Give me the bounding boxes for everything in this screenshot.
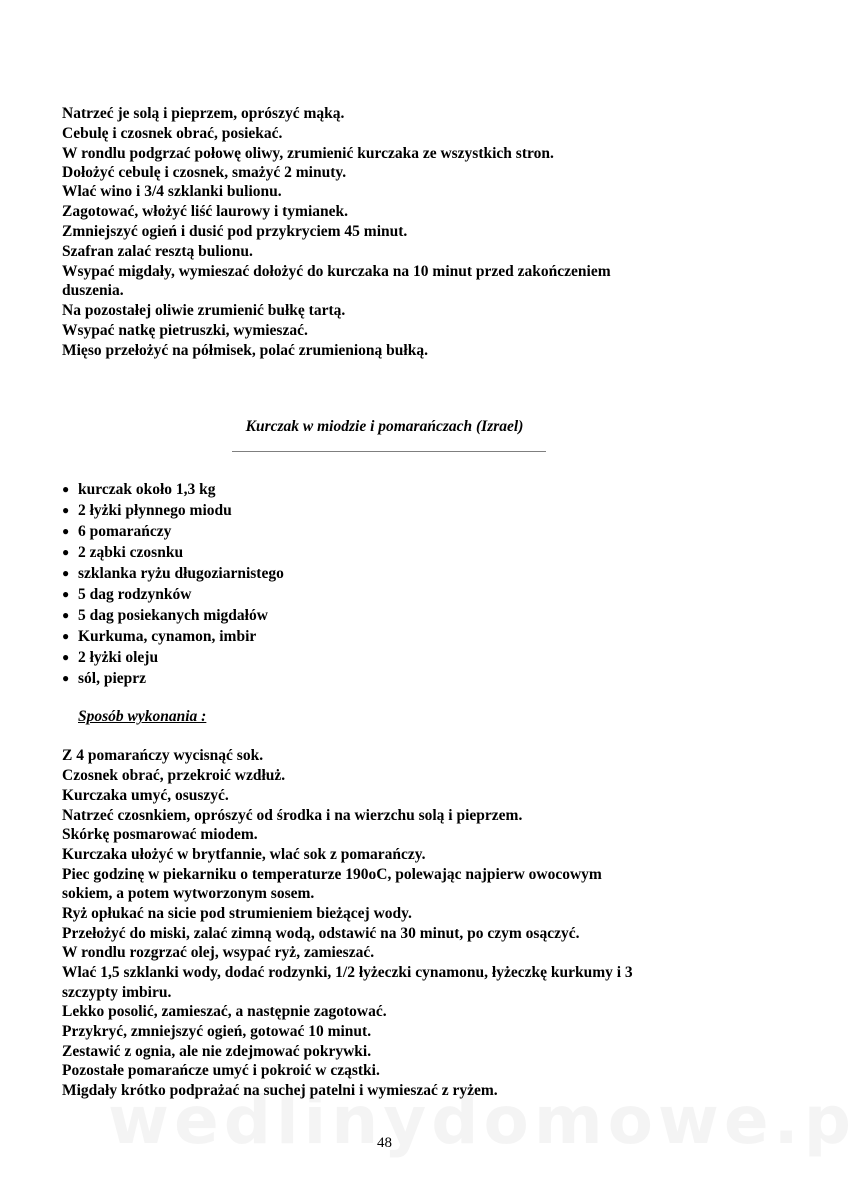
ingredient-text: sól, pieprz — [78, 670, 147, 687]
step-line: Zestawić z ognia, ale nie zdejmować pokrywki. — [62, 1043, 372, 1060]
step-line: Kurczaka umyć, osuszyć. — [62, 787, 229, 804]
bullet-icon: ● — [62, 650, 70, 664]
step-line: W rondlu rozgrzać olej, wsypać ryż, zamieszać. — [62, 944, 375, 961]
text-line: Szafran zalać resztą bulionu. — [62, 243, 253, 260]
bullet-icon: ● — [62, 566, 70, 580]
text-line: W rondlu podgrzać połowę oliwy, zrumienić kurczaka ze wszystkich stron. — [62, 145, 554, 162]
ingredient-item — [62, 647, 158, 668]
text-line: Wsypać natkę pietruszki, wymieszać. — [62, 322, 308, 339]
text-line: Na pozostałej oliwie zrumienić bułkę tartą. — [62, 302, 346, 319]
bullet-icon: ● — [62, 503, 70, 517]
step-line: Czosnek obrać, przekroić wzdłuż. — [62, 767, 286, 784]
ingredient-text: 2 łyżki oleju — [78, 649, 159, 666]
step-line: Ryż opłukać na sicie pod strumieniem bieżącej wody. — [62, 905, 412, 922]
ingredient-text: 5 dag posiekanych migdałów — [78, 607, 268, 624]
bullet-icon: ● — [62, 587, 70, 601]
bullet-icon: ● — [62, 482, 70, 496]
ingredient-text: 2 ząbki czosnku — [78, 544, 184, 561]
step-line: Z 4 pomarańczy wycisnąć sok. — [62, 747, 264, 764]
method-heading: Sposób wykonania : — [78, 708, 207, 725]
text-line: Wsypać migdały, wymieszać dołożyć do kurczaka na 10 minut przed zakończeniem — [62, 263, 611, 280]
ingredient-text: szklanka ryżu długoziarnistego — [78, 565, 284, 582]
step-line: Natrzeć czosnkiem, oprószyć od środka i na wierzchu solą i pieprzem. — [62, 807, 523, 824]
step-line: Skórkę posmarować miodem. — [62, 826, 258, 843]
bullet-icon: ● — [62, 524, 70, 538]
ingredient-item — [62, 500, 232, 521]
text-line: Cebulę i czosnek obrać, posiekać. — [62, 125, 283, 142]
ingredient-item — [62, 563, 284, 584]
ingredient-text: 5 dag rodzynków — [78, 586, 192, 603]
bullet-icon: ● — [62, 629, 70, 643]
ingredient-item — [62, 584, 191, 605]
recipe-title: Kurczak w miodzie i pomarańczach (Izrael) — [245, 418, 524, 435]
ingredient-item — [62, 542, 183, 563]
bullet-icon: ● — [62, 608, 70, 622]
step-line: Lekko posolić, zamieszać, a następnie zagotować. — [62, 1003, 387, 1020]
ingredient-item — [62, 626, 256, 647]
step-line: szczypty imbiru. — [62, 984, 172, 1001]
step-line: Pozostałe pomarańcze umyć i pokroić w cząstki. — [62, 1062, 380, 1079]
step-line: Przykryć, zmniejszyć ogień, gotować 10 minut. — [62, 1023, 372, 1040]
ingredient-item — [62, 605, 268, 626]
step-line: Migdały krótko podprażać na suchej patelni i wymieszać z ryżem. — [62, 1082, 498, 1099]
ingredient-text: 6 pomarańczy — [78, 523, 172, 540]
text-line: Wlać wino i 3/4 szklanki bulionu. — [62, 183, 282, 200]
bullet-icon: ● — [62, 671, 70, 685]
page-number: 48 — [377, 1135, 392, 1151]
step-line: Piec godzinę w piekarniku o temperaturze 190oC, polewając najpierw owocowym — [62, 866, 602, 883]
ingredient-item — [62, 521, 171, 542]
step-line: Wlać 1,5 szklanki wody, dodać rodzynki, 1/2 łyżeczki cynamonu, łyżeczkę kurkumy i 3 — [62, 964, 633, 981]
step-line: Przełożyć do miski, zalać zimną wodą, odstawić na 30 minut, po czym osączyć. — [62, 925, 580, 942]
ingredient-text: kurczak około 1,3 kg — [78, 481, 216, 498]
text-line: Zagotować, włożyć liść laurowy i tymianek. — [62, 203, 349, 220]
step-line: sokiem, a potem wytworzonym sosem. — [62, 885, 315, 902]
ingredient-item — [62, 668, 146, 689]
title-divider — [232, 451, 546, 452]
text-line: Dołożyć cebulę i czosnek, smażyć 2 minuty. — [62, 164, 347, 181]
text-line: duszenia. — [62, 282, 124, 299]
ingredient-text: 2 łyżki płynnego miodu — [78, 502, 232, 519]
text-line: Zmniejszyć ogień i dusić pod przykryciem 45 minut. — [62, 223, 408, 240]
bullet-icon: ● — [62, 545, 70, 559]
text-line: Natrzeć je solą i pieprzem, oprószyć mąką. — [62, 105, 345, 122]
ingredient-item — [62, 479, 216, 500]
step-line: Kurczaka ułożyć w brytfannie, wlać sok z pomarańczy. — [62, 846, 426, 863]
text-line: Mięso przełożyć na półmisek, polać zrumienioną bułką. — [62, 342, 428, 359]
ingredient-text: Kurkuma, cynamon, imbir — [78, 628, 257, 645]
